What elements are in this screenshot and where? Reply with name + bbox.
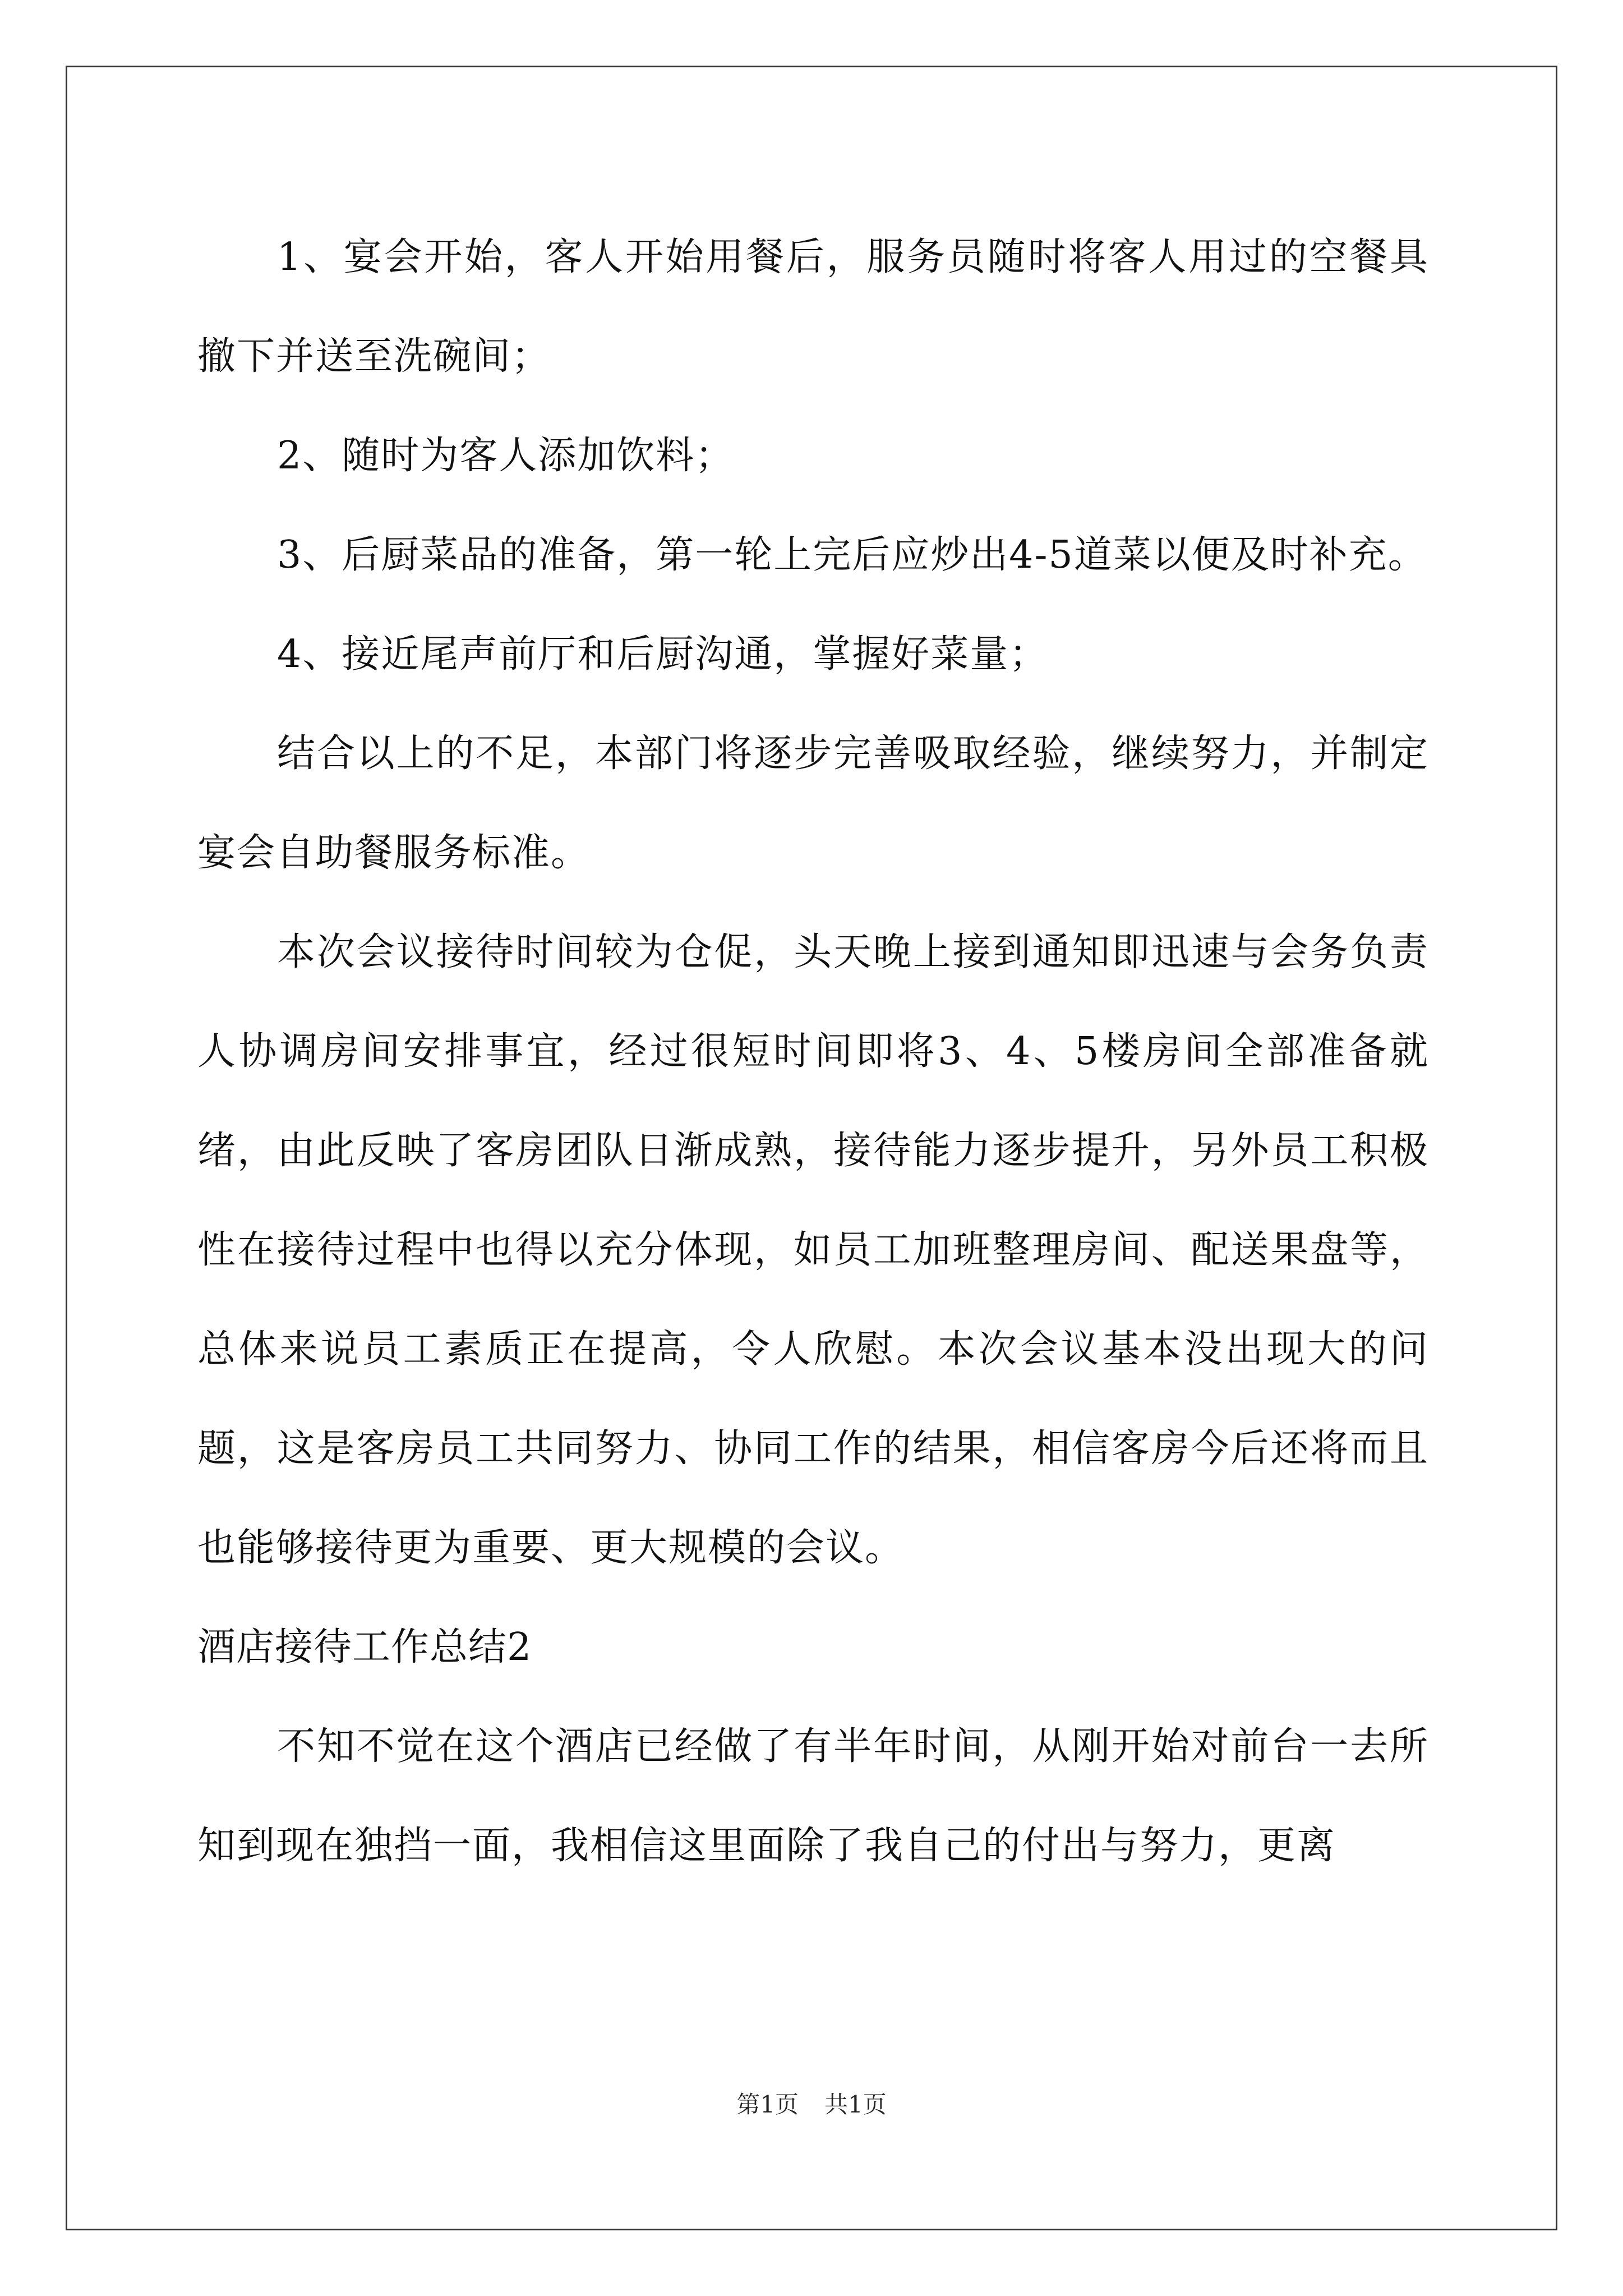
paragraph-1: 1、宴会开始，客人开始用餐后，服务员随时将客人用过的空餐具撤下并送至洗碗间；	[197, 235, 1429, 379]
paragraph-3: 3、后厨菜品的准备，第一轮上完后应炒出4-5道菜以便及时补充。	[277, 533, 1427, 577]
paragraph-5: 结合以上的不足，本部门将逐步完善吸取经验，继续努力，并制定宴会自助餐服务标准。	[197, 731, 1429, 875]
section-heading: 酒店接待工作总结2	[197, 1625, 532, 1669]
document-body	[197, 208, 1429, 1895]
page-footer	[0, 2088, 1623, 2122]
page-number: 第1页	[736, 2091, 799, 2118]
paragraph-7: 不知不觉在这个酒店已经做了有半年时间，从刚开始对前台一去所知到现在独挡一面，我相信这里面除了我自己的付出与努力，更离	[197, 1724, 1429, 1868]
paragraph-2: 2、随时为客人添加饮料；	[277, 434, 735, 478]
paragraph-4: 4、接近尾声前厅和后厨沟通，掌握好菜量；	[277, 632, 1049, 677]
paragraph-6: 本次会议接待时间较为仓促，头天晚上接到通知即迅速与会务负责人协调房间安排事宜，经过很短时间即将3、4、5楼房间全部准备就绪，由此反映了客房团队日渐成熟，接待能力逐步提升，另外员工积极性在接待过程中也得以充分体现，如员工加班整理房间、配送果盘等，总体来说员工素质正在提高，令人欣慰。本次会议基本没出现大的问题，这是客房员工共同努力、协同工作的结果，相信客房今后还将而且也能够接待更为重要、更大规模的会议。	[197, 930, 1429, 1570]
page-total: 共1页	[824, 2091, 887, 2118]
